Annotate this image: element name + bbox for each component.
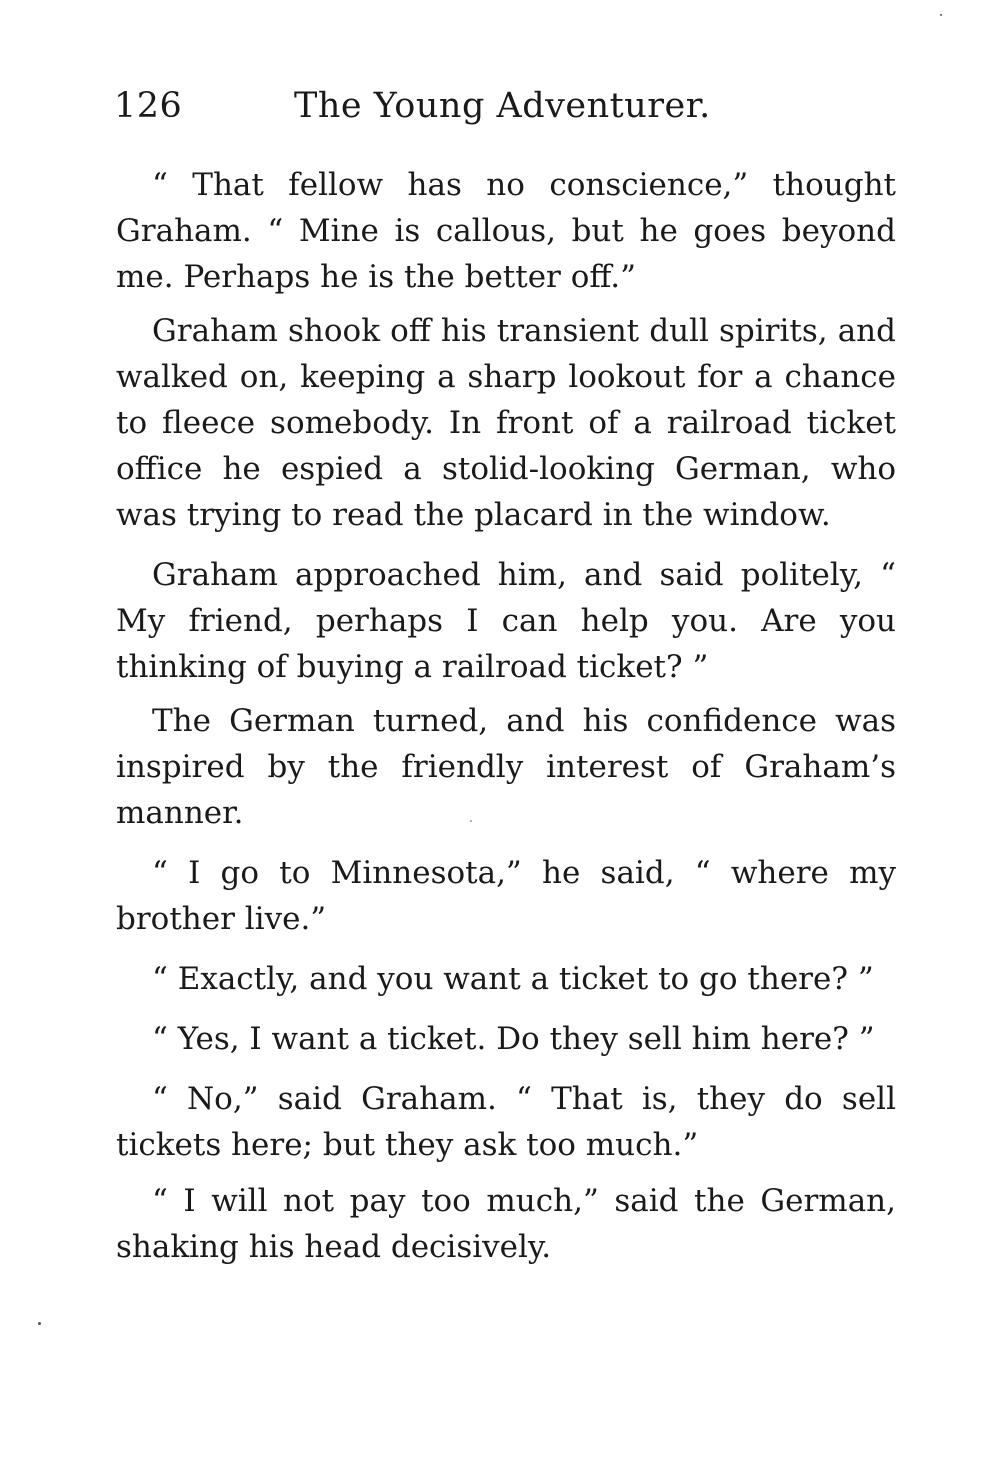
paragraph: “ Yes, I want a ticket. Do they sell him here? ” bbox=[152, 1021, 875, 1057]
paragraph: Graham shook off his transient dull spirits, and walked on, keeping a sharp lookout for a chance to fleece somebody. In front of a railroad ticket office he espied a stolid-looking German, who was trying to read the placard in the window. bbox=[116, 313, 896, 533]
book-title: The Young Adventurer. bbox=[294, 86, 711, 126]
paragraph: “ No,” said Graham. “ That is, they do sell tickets here; but they ask too much.” bbox=[116, 1081, 896, 1163]
paragraph: “ That fellow has no conscience,” thought Graham. “ Mine is callous, but he goes beyond me. Perhaps he is the better off.” bbox=[116, 167, 896, 295]
paragraph: “ Exactly, and you want a ticket to go there? ” bbox=[152, 961, 874, 997]
running-head bbox=[114, 82, 894, 130]
page-number: 126 bbox=[114, 86, 183, 126]
scan-speck bbox=[38, 1322, 41, 1325]
scan-speck bbox=[940, 14, 942, 16]
paragraph: “ I will not pay too much,” said the German, shaking his head decisively. bbox=[116, 1183, 896, 1265]
paragraph: “ I go to Minnesota,” he said, “ where my brother live.” bbox=[116, 855, 896, 937]
body-text bbox=[116, 162, 896, 1270]
paragraph: Graham approached him, and said politely, “ My friend, perhaps I can help you. Are you thinking of buying a railroad ticket? ” bbox=[116, 557, 896, 685]
scan-speck bbox=[470, 820, 472, 822]
paragraph: The German turned, and his confidence was inspired by the friendly interest of Graham’s manner. bbox=[116, 703, 896, 831]
